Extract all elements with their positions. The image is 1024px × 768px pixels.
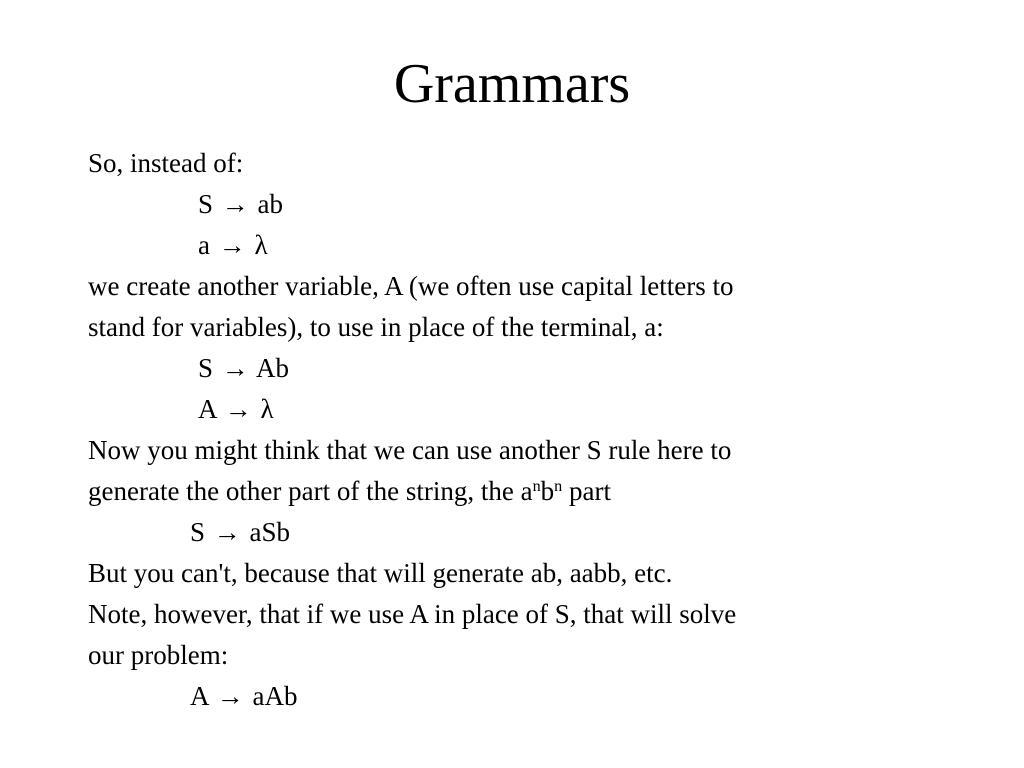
rule-rhs: aSb — [249, 517, 291, 547]
rule-rhs: Ab — [256, 353, 290, 383]
arrow-icon: → — [221, 353, 249, 383]
arrow-icon: → — [224, 394, 252, 424]
rule-lhs: A — [190, 681, 209, 711]
text-line: our problem: — [88, 640, 229, 670]
superscript: n — [554, 477, 563, 496]
grammar-rule — [88, 184, 948, 225]
text-fragment: b — [540, 476, 555, 506]
rule-rhs: λ — [254, 230, 268, 260]
rule-lhs: a — [198, 230, 210, 260]
grammar-rule — [88, 676, 948, 717]
grammar-rule — [88, 512, 948, 553]
grammar-rule — [88, 348, 948, 389]
text-fragment: part — [562, 476, 611, 506]
text-line — [88, 471, 948, 512]
slide-title: Grammars — [393, 53, 631, 115]
slide-body — [88, 143, 948, 717]
rule-rhs: ab — [257, 189, 284, 219]
text-line: Note, however, that if we use A in place of S, that will solve — [88, 599, 737, 629]
rule-lhs: S — [198, 189, 214, 219]
arrow-icon: → — [221, 189, 249, 219]
rule-lhs: S — [190, 517, 206, 547]
grammar-rule — [88, 225, 948, 266]
rule-rhs: λ — [260, 394, 274, 424]
text-line: So, instead of: — [88, 148, 244, 178]
rule-lhs: A — [198, 394, 217, 424]
text-line: stand for variables), to use in place of the terminal, a: — [88, 312, 664, 342]
rule-rhs: aAb — [252, 681, 298, 711]
superscript: n — [532, 477, 541, 496]
arrow-icon: → — [213, 517, 241, 547]
grammar-rule — [88, 389, 948, 430]
arrow-icon: → — [218, 230, 246, 260]
text-line: we create another variable, A (we often use capital letters to — [88, 271, 734, 301]
text-fragment: generate the other part of the string, the a — [88, 476, 533, 506]
rule-lhs: S — [198, 353, 214, 383]
text-line: But you can't, because that will generate ab, aabb, etc. — [88, 558, 673, 588]
text-line: Now you might think that we can use another S rule here to — [88, 435, 732, 465]
arrow-icon: → — [216, 681, 244, 711]
